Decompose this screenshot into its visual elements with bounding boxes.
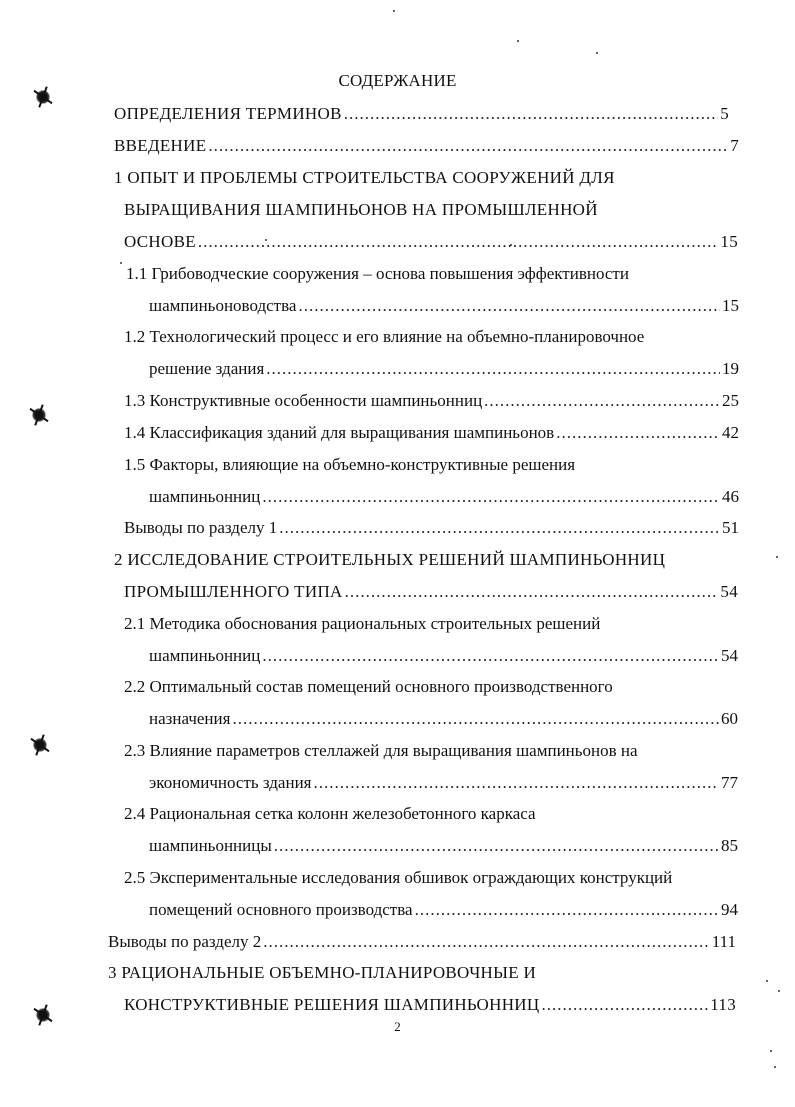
- leader-dots: [298, 296, 720, 316]
- toc-entry: решение здания ..... 19: [149, 359, 739, 379]
- toc-entry: 1.5 Факторы, влияющие на объемно-конструктивные решения: [124, 455, 576, 474]
- binder-hole-mark: [36, 1008, 50, 1022]
- toc-entry: 1.2 Технологический процесс и его влияние на объемно-планировочное: [124, 327, 645, 346]
- toc-entry: ПРОМЫШЛЕННОГО ТИПА ..... 54: [124, 582, 738, 602]
- leader-dots: [232, 709, 719, 729]
- binder-hole-mark: [33, 738, 47, 752]
- binder-hole-mark: [32, 408, 46, 422]
- scan-speck: [776, 556, 778, 558]
- toc-entry: 1.3 Конструктивные особенности шампиньонниц ..... 25: [124, 391, 739, 411]
- scan-speck: [120, 262, 122, 264]
- toc-entry: Выводы по разделу 1 ..... 51: [124, 518, 739, 538]
- binder-hole-mark: [36, 90, 50, 104]
- toc-entry: ОПРЕДЕЛЕНИЯ ТЕРМИНОВ ..... 5: [114, 104, 729, 124]
- leader-dots: [541, 995, 708, 1015]
- leader-dots: [279, 518, 720, 538]
- leader-dots: [556, 423, 720, 443]
- leader-dots: [345, 582, 719, 602]
- toc-entry: 1.4 Классификация зданий для выращивания шампиньонов ..... 42: [124, 423, 739, 443]
- toc-entry: 2.5 Экспериментальные исследования обшивок ограждающих конструкций: [124, 868, 673, 887]
- toc-heading: СОДЕРЖАНИЕ: [338, 71, 457, 90]
- toc-entry: 1 ОПЫТ И ПРОБЛЕМЫ СТРОИТЕЛЬСТВА СООРУЖЕНИЙ ДЛЯ: [114, 168, 615, 187]
- leader-dots: [262, 646, 719, 666]
- toc-entry: назначения ..... 60: [149, 709, 738, 729]
- toc-entry: шампиньонниц ..... 46: [149, 487, 739, 507]
- leader-dots: [344, 104, 718, 124]
- toc-entry: 2.3 Влияние параметров стеллажей для выращивания шампиньонов на: [124, 741, 638, 760]
- leader-dots: [198, 232, 718, 252]
- toc-entry: экономичность здания ..... 77: [149, 773, 738, 793]
- toc-entry: КОНСТРУКТИВНЫЕ РЕШЕНИЯ ШАМПИНЬОННИЦ ..... 113: [124, 995, 736, 1015]
- scan-speck: [596, 52, 598, 54]
- leader-dots: [484, 391, 720, 411]
- scan-speck: [265, 239, 267, 241]
- toc-entry: 2.2 Оптимальный состав помещений основного производственного: [124, 677, 613, 696]
- page-number: 2: [394, 1019, 401, 1034]
- leader-dots: [262, 487, 720, 507]
- toc-entry: 2.4 Рациональная сетка колонн железобетонного каркаса: [124, 804, 536, 823]
- leader-dots: [274, 836, 719, 856]
- scan-speck: [766, 980, 768, 982]
- leader-dots: [314, 773, 720, 793]
- toc-entry: шампиньоноводства ..... 15: [149, 296, 739, 316]
- leader-dots: [266, 359, 720, 379]
- leader-dots: [208, 136, 728, 156]
- toc-entry: шампиньонниц ..... 54: [149, 646, 738, 666]
- toc-entry: 2 ИССЛЕДОВАНИЕ СТРОИТЕЛЬНЫХ РЕШЕНИЙ ШАМПИНЬОННИЦ: [114, 550, 666, 569]
- leader-dots: [263, 932, 710, 952]
- toc-entry: 3 РАЦИОНАЛЬНЫЕ ОБЪЕМНО-ПЛАНИРОВОЧНЫЕ И: [108, 963, 537, 982]
- scan-speck: [770, 1050, 772, 1052]
- scan-speck: [517, 40, 519, 42]
- toc-entry: помещений основного производства ..... 94: [149, 900, 738, 920]
- toc-entry: Выводы по разделу 2 ..... 111: [108, 932, 736, 952]
- leader-dots: [415, 900, 719, 920]
- toc-entry: шампиньонницы ..... 85: [149, 836, 738, 856]
- toc-entry: ВЫРАЩИВАНИЯ ШАМПИНЬОНОВ НА ПРОМЫШЛЕННОЙ: [124, 200, 598, 219]
- toc-entry: ВВЕДЕНИЕ ..... 7: [114, 136, 739, 156]
- toc-entry: ОСНОВЕ ..... 15: [124, 232, 738, 252]
- toc-entry: 2.1 Методика обоснования рациональных строительных решений: [124, 614, 601, 633]
- scan-speck: [778, 990, 780, 992]
- scan-speck: [774, 1066, 776, 1068]
- toc-entry: 1.1 Грибоводческие сооружения – основа повышения эффективности: [126, 264, 629, 283]
- scan-speck: [510, 244, 512, 246]
- scan-speck: [393, 10, 395, 12]
